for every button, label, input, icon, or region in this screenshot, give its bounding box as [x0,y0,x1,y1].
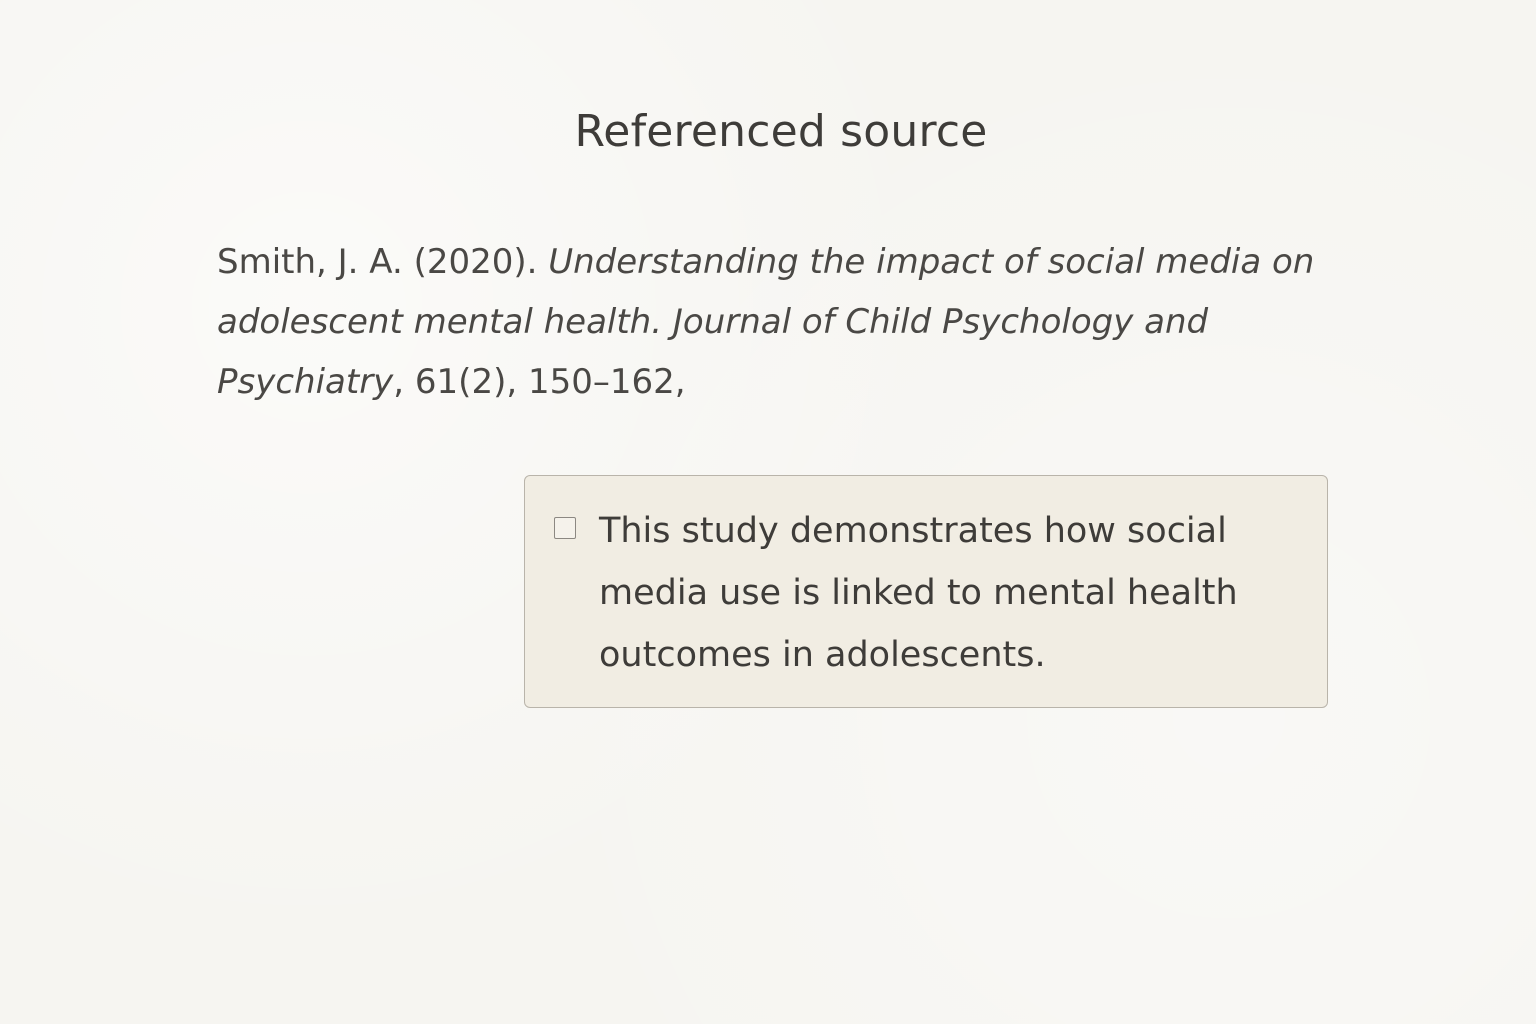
note-text: This study demonstrates how social media use is linked to mental health outcomes in adolescents. [599,511,1238,675]
note-checkbox[interactable] [554,517,576,539]
citation-volume-issue-pages: , 61(2), 150–162, [393,362,686,402]
annotation-note-box [524,475,1328,708]
citation-article-title: Understanding the impact of social media on adolescent mental health. [217,242,1315,342]
citation-entry [217,232,1347,412]
page-title: Referenced source [574,106,988,157]
citation-journal: Journal of Child Psychology and Psychiatry [217,302,1209,402]
citation-authors-year: Smith, J. A. (2020). [217,242,549,282]
